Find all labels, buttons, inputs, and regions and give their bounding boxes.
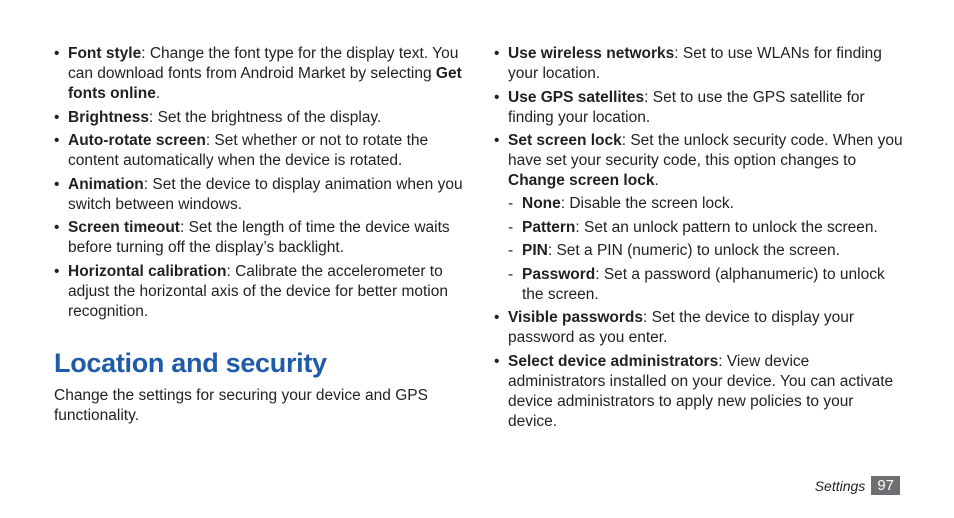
list-item-wireless-networks [494, 44, 904, 84]
description: : Set a password (alphanumeric) to unlock the screen. [522, 265, 885, 303]
term: None [522, 195, 561, 212]
term: Screen timeout [68, 219, 180, 236]
description: : Set the device to display animation when you switch between windows. [68, 175, 463, 213]
list-item-brightness [54, 108, 464, 128]
list-item-animation [54, 175, 464, 215]
description: : Set an unlock pattern to unlock the screen. [575, 218, 878, 236]
list-item-gps-satellites [494, 88, 904, 128]
description: : Set to use WLANs for finding your location. [508, 45, 882, 82]
description: : Calibrate the accelerometer to adjust the horizontal axis of the device for better motion recognition. [68, 262, 448, 320]
description: : Disable the screen lock. [560, 195, 734, 212]
page-footer [815, 476, 900, 495]
page-number: 97 [871, 476, 900, 495]
footer-section-name: Settings [814, 477, 866, 494]
section-title: Location and security [54, 348, 327, 378]
description: : Set the unlock security code. When you have set your security code, this option changes to [508, 132, 903, 169]
sub-item-password [508, 265, 904, 305]
sub-item-pin [508, 241, 904, 261]
description: : Set the brightness of the display. [148, 108, 382, 126]
list-item-device-administrators [494, 352, 904, 432]
term: Password [522, 265, 596, 283]
list-item-visible-passwords [494, 308, 904, 348]
term: Set screen lock [508, 132, 622, 149]
section-intro: Change the settings for securing your device and GPS functionality. [54, 387, 428, 424]
description: : Set the device to display your password as you enter. [508, 309, 855, 346]
description: : Set to use the GPS satellite for finding your location. [508, 88, 865, 126]
term: Select device administrators [508, 352, 719, 370]
list-item-horizontal-calibration [54, 262, 464, 322]
display-settings-list [54, 44, 464, 322]
term: Use wireless networks [508, 45, 675, 62]
description: : Set the length of time the device waits before turning off the display’s backlight. [68, 219, 450, 256]
term: Brightness [68, 108, 149, 126]
description: : View device administrators installed on your device. You can activate device administrators to apply new policies to your device. [508, 352, 894, 430]
term: Font style [68, 45, 142, 62]
term: Visible passwords [508, 309, 643, 326]
list-item-set-screen-lock [494, 131, 904, 305]
sub-item-pattern [508, 218, 904, 238]
term: Horizontal calibration [68, 262, 227, 280]
term: Change screen lock [508, 172, 655, 189]
list-item-font-style [54, 44, 464, 104]
right-column [494, 44, 904, 435]
location-security-list [494, 44, 904, 432]
term: Use GPS satellites [508, 88, 645, 106]
description: : Set whether or not to rotate the content automatically when the device is rotated. [68, 132, 429, 169]
term: Pattern [522, 218, 576, 236]
term: PIN [522, 242, 548, 259]
screen-lock-options-list [508, 194, 904, 305]
list-item-screen-timeout [54, 218, 464, 258]
term: Get fonts online [68, 65, 462, 102]
description: : Set a PIN (numeric) to unlock the screen. [547, 242, 840, 259]
left-column [54, 44, 464, 325]
term: Animation [68, 175, 144, 193]
description: . [155, 85, 161, 102]
term: Auto-rotate screen [68, 132, 206, 149]
list-item-auto-rotate [54, 131, 464, 171]
description: . [654, 172, 659, 189]
sub-item-none [508, 194, 904, 214]
description: : Change the font type for the display text. You can download fonts from Android Market by selecting [68, 45, 459, 82]
